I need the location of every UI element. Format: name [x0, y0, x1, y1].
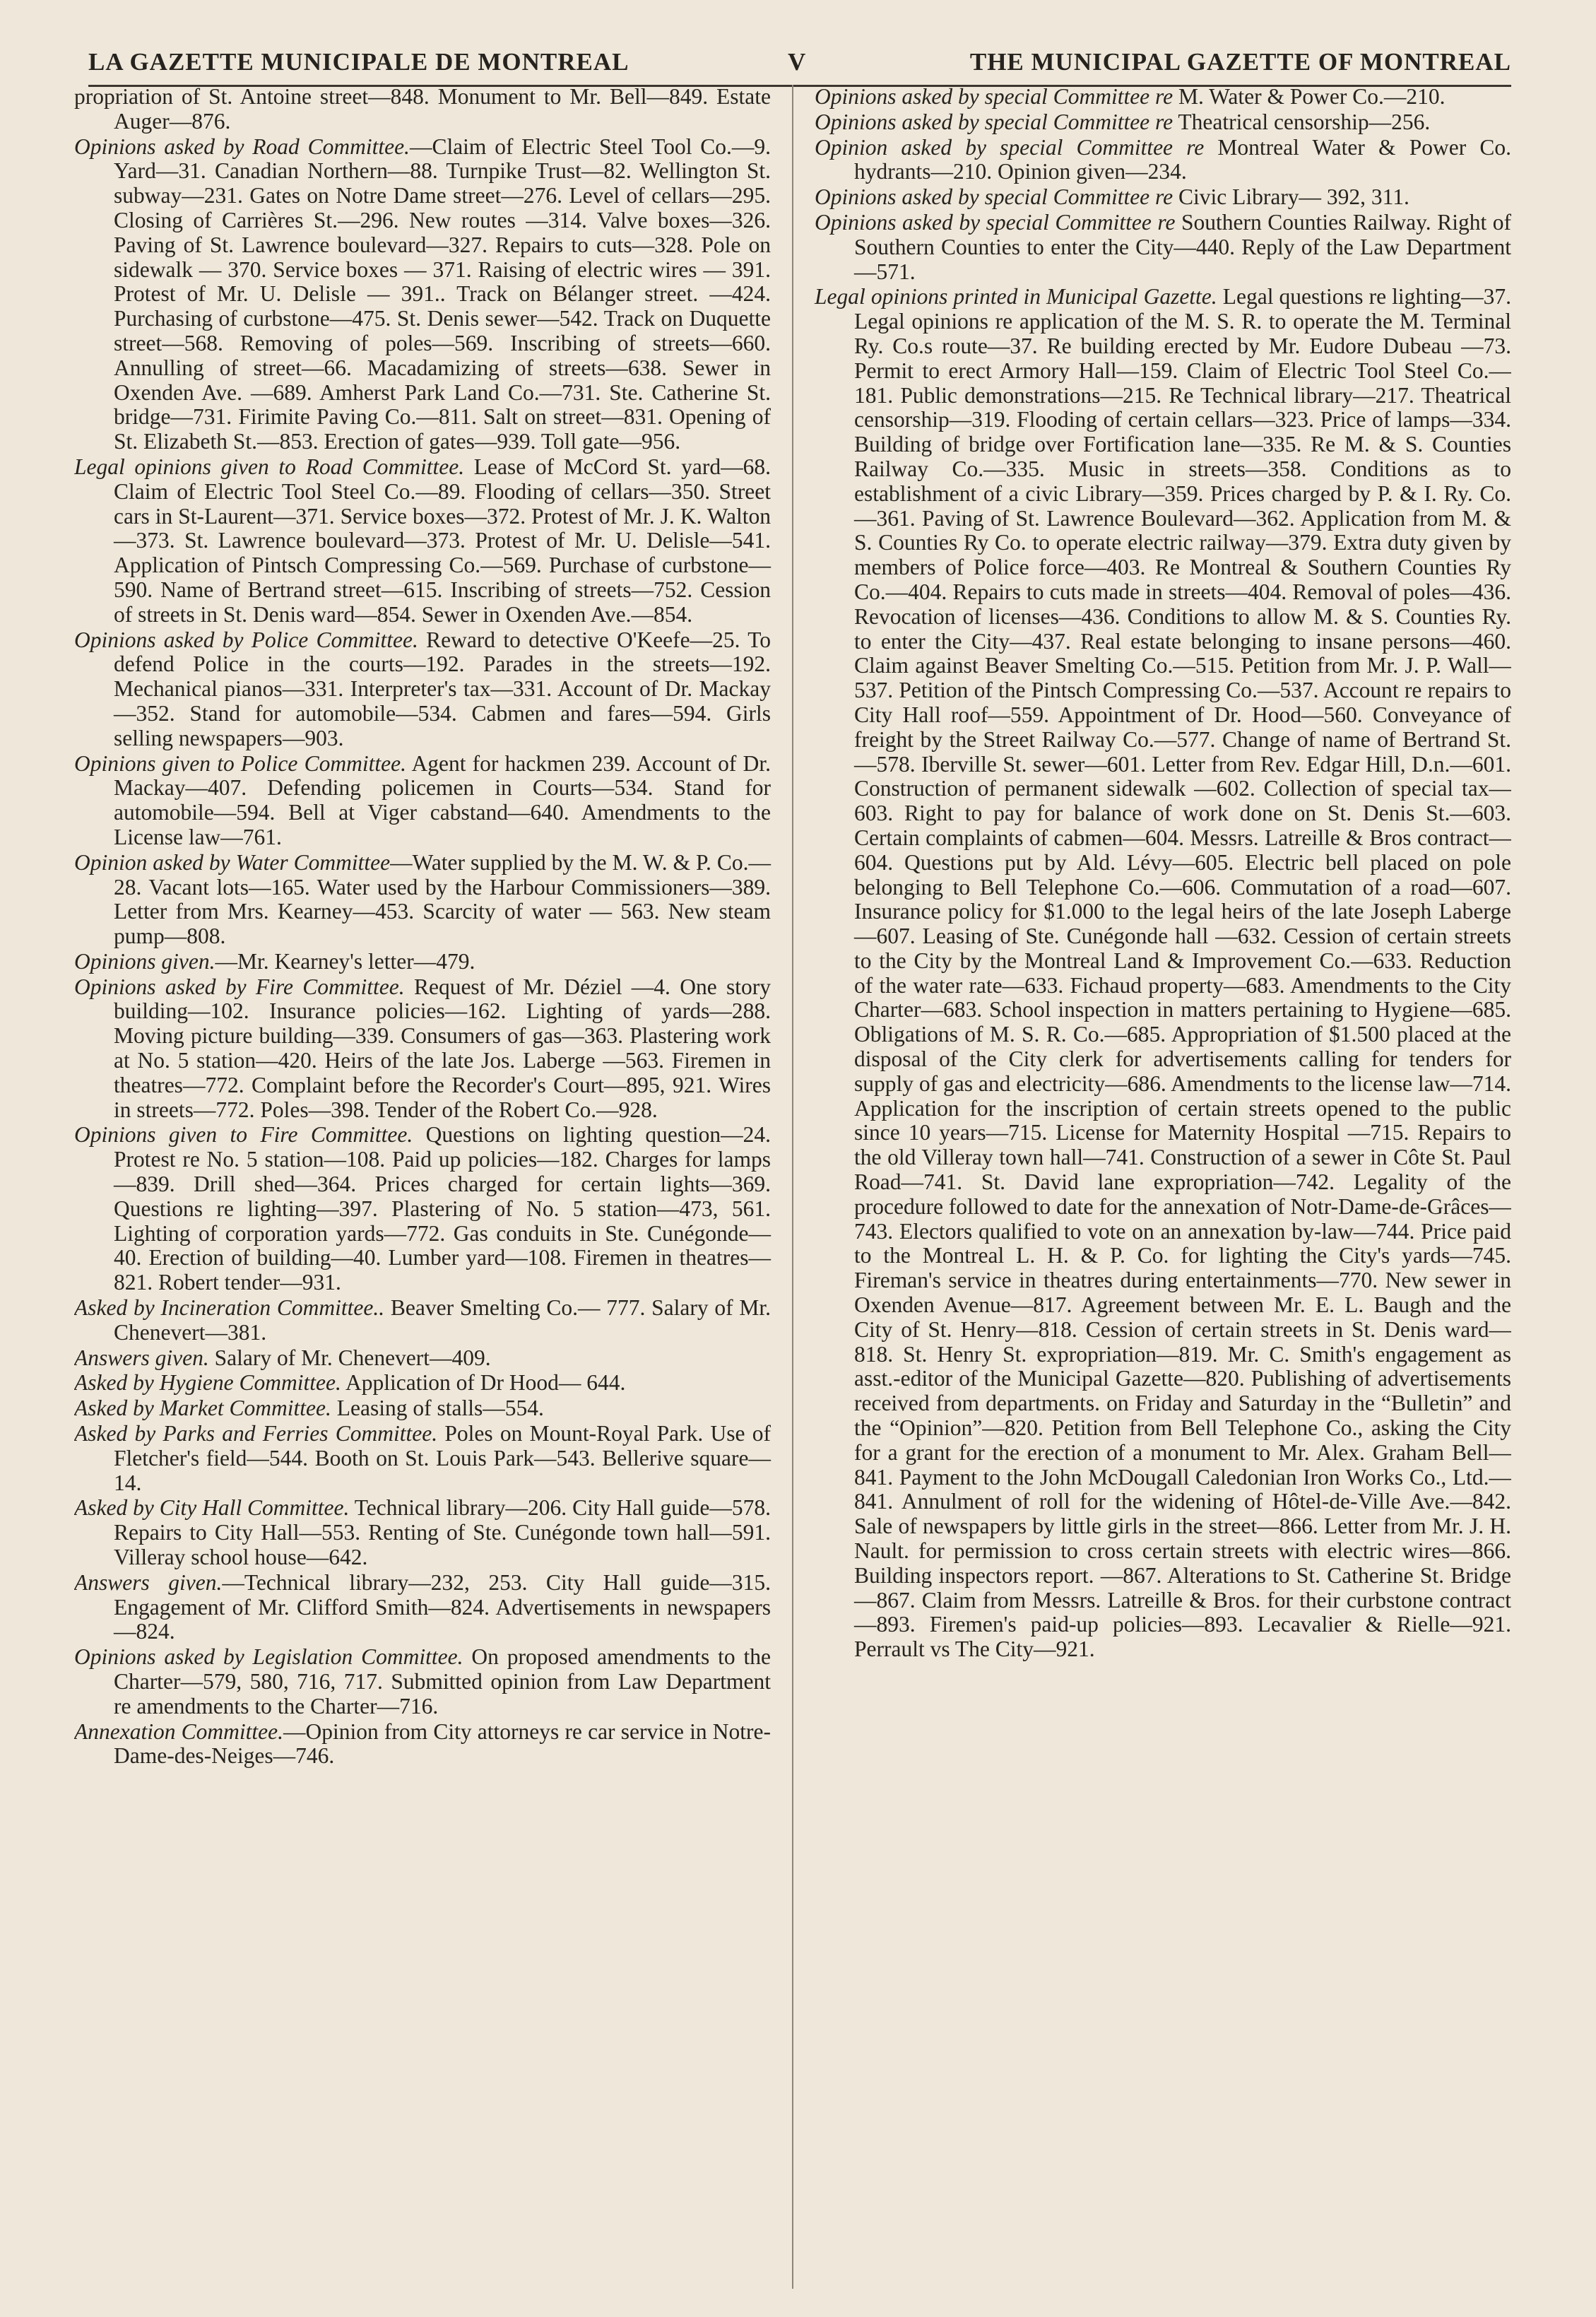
entry-heading: Answers given.	[74, 1345, 209, 1370]
index-entry	[74, 1346, 771, 1371]
header-page-numeral: V	[788, 48, 807, 76]
entry-text: Salary of Mr. Chenevert—409.	[208, 1345, 491, 1370]
page-header	[74, 21, 1511, 76]
entry-text: Request of Mr. Déziel —4. One story building—102. Insurance policies—162. Lighting of yards—288. Moving picture building—339. Consumers of gas—363. Plastering work at No. 5 station—420. Heirs of the late Jos. Laberge —563. Firemen in theatres—772. Complaint before the Recorder's Court—895, 921. Wires in streets—772. Poles—398. Tender of the Robert Co.—928.	[114, 974, 771, 1122]
entry-text: —Opinion from City attorneys re car service in Notre-Dame-des-Neiges—746.	[114, 1718, 771, 1769]
index-entry	[815, 185, 1511, 210]
index-entry	[74, 1645, 771, 1718]
index-entry	[74, 1123, 771, 1295]
right-column	[792, 85, 1511, 2289]
entry-text: Questions on lighting question—24. Protest re No. 5 station—108. Paid up policies—182. Charges for lamps—839. Drill shed—364. Prices charged for certain lights—369. Questions re lighting—397. Plastering of No. 5 station—473, 561. Lighting of corporation yards—772. Gas conduits in Ste. Cunégonde—40. Erection of building—40. Lumber yard—108. Firemen in theatres—821. Robert tender—931.	[114, 1122, 772, 1295]
index-entry	[74, 1720, 771, 1769]
index-entry	[815, 110, 1511, 135]
index-entry	[74, 752, 771, 850]
index-entry	[74, 1422, 771, 1495]
index-entry	[815, 285, 1511, 1662]
entry-text: Theatrical censorship—256.	[1173, 109, 1431, 134]
entry-heading: Opinions asked by Fire Committee.	[74, 974, 405, 999]
entry-text: Civic Library— 392, 311.	[1173, 184, 1409, 210]
entry-heading: Answers given.	[74, 1569, 223, 1595]
index-entry	[74, 1296, 771, 1345]
entry-text: Southern Counties Railway. Right of Southern Counties to enter the City—440. Reply of the Law Department—571.	[854, 209, 1511, 284]
entry-text: —Technical library—232, 253. City Hall guide—315. Engagement of Mr. Clifford Smith—824. Advertisements in newspapers—824.	[114, 1569, 771, 1644]
index-entry	[74, 1496, 771, 1569]
entry-text: propriation of St. Antoine street—848. Monument to Mr. Bell—849. Estate Auger—876.	[74, 85, 771, 134]
entry-heading: Opinions asked by Legislation Committee.	[74, 1644, 463, 1670]
entry-heading: Asked by Market Committee.	[74, 1396, 331, 1421]
entry-text: Agent for hackmen 239. Account of Dr. Mackay—407. Defending policemen in Courts—534. Stand for automobile—594. Bell at Viger cabstand—640. Amendments to the License law—761.	[114, 750, 771, 849]
left-column	[74, 85, 792, 2289]
entry-text: Application of Dr Hood— 644.	[341, 1370, 626, 1396]
index-entry	[74, 455, 771, 627]
entry-text: Legal questions re lighting—37. Legal opinions re application of the M. S. R. to operate the M. Terminal Ry. Co.s route—37. Re building erected by Mr. Eudore Dubeau —73. Permit to erect Armory Hall—159. Claim of Electric Tool Steel Co.—181. Public demonstrations—215. Re Technical library—217. Theatrical censorship—319. Flooding of certain cellars—323. Price of lamps—334. Building of bridge over Fortification lane—335. Re M. & S. Counties Railway Co.—335. Music in streets—358. Conditions as to establishment of a civic Library—359. Prices charged by P. & I. Ry. Co.—361. Paving of St. Lawrence Boulevard—362. Application from M. & S. Counties Ry Co. to operate electric railway—379. Extra duty given by members of Police force—403. Re Montreal & Southern Counties Ry Co.—404. Repairs to cuts made in streets—404. Removal of poles—436. Revocation of licenses—436. Conditions to allow M. & S. Counties Ry. to enter the City—437. Real estate belonging to insane persons—460. Claim against Beaver Smelting Co.—515. Petition from Mr. J. P. Wall—537. Petition of the Pintsch Compressing Co.—537. Account re repairs to City Hall roof—559. Appointment of Dr. Hood—560. Conveyance of freight by the Street Railway Co.—577. Change of name of Bertrand St.—578. Iberville St. sewer—601. Letter from Rev. Edgar Hill, D.n.—601. Construction of permanent sidewalk —602. Collection of special tax—603. Right to pay for balance of work done on St. Denis St.—603. Certain complaints of cabmen—604. Messrs. Latreille & Bros contract—604. Questions put by Ald. Lévy—605. Electric bell placed on pole belonging to Bell Telephone Co.—606. Commutation of a road—607. Insurance policy for $1.000 to the legal heirs of the late Joseph Laberge—607. Leasing of Ste. Cunégonde hall —632. Cession of certain streets to the City by the Montreal Land & Improvement Co.—633. Reduction of the water rate—633. Fichaud property—683. Amendments to the City Charter—683. School inspection in matters pertaining to Hygiene—685. Obligations of M. S. R. Co.—685. Appropriation of $1.500 placed at the disposal of the City clerk for advertisements calling for tenders for supply of gas and electricity—686. Amendments to the license law—714. Application for the inscription of certain streets opened to the public since 10 years—715. License for Maternity Hospital —715. Repairs to the old Villeray town hall—741. Construction of a sewer in Côte St. Paul Road—741. St. David lane expropriation—742. Legality of the procedure followed to date for the annexation of Notr-Dame-de-Grâces—743. Electors qualified to vote on an annexation by-law—744. Price paid to the Montreal L. H. & P. Co. for lighting the City's yards—745. Fireman's service in theatres during entertainments—770. New sewer in Oxenden Avenue—817. Agreement between Mr. E. L. Baugh and the City of St. Henry—818. Cession of certain streets in St. Denis ward—818. St. Henry St. expropriation—819. Mr. C. Smith's engagement as asst.-editor of the Municipal Gazette—820. Publishing of advertisements received from departments. on Friday and Saturday in the “Bulletin” and the “Opinion”—820. Petition from Bell Telephone Co., asking the City for a grant for the erection of a monument to Mr. Alex. Graham Bell—841. Payment to the John McDougall Caledonian Iron Works Co., Ltd.—841. Annulment of roll for the widening of Hôtel-de-Ville Ave.—842. Sale of newspapers by little girls in the street—866. Letter from Mr. J. H. Nault. for permission to cross certain streets with electric wires—866. Building inspectors report. —867. Alterations to St. Catherine St. Bridge—867. Claim from Messrs. Latreille & Bros. for their curbstone contract—893. Firemen's paid-up policies—893. Lecavalier & Rielle—921. Perrault vs The City—921.	[854, 284, 1511, 1662]
entry-text: Reward to detective O'Keefe—25. To defend Police in the courts—192. Parades in the streets—192. Mechanical pianos—331. Interpreter's tax—331. Account of Dr. Mackay—352. Stand for automobile—534. Cabmen and fares—594. Girls selling newspapers—903.	[114, 627, 771, 750]
entry-text: —Claim of Electric Steel Tool Co.—9. Yard—31. Canadian Northern—88. Turnpike Trust—82. Wellington St. subway—231. Gates on Notre Dame street—276. Level of cellars—295. Closing of Carrières St.—296. New routes —314. Valve boxes—326. Paving of St. Lawrence boulevard—327. Repairs to cuts—328. Pole on sidewalk — 370. Service boxes — 371. Raising of electric wires — 391. Protest of Mr. U. Delisle — 391.. Track on Bélanger street. —424. Purchasing of curbstone—475. St. Denis sewer—542. Track on Duquette street—568. Removing of poles—569. Inscribing of streets—660. Annulling of street—66. Macadamizing of streets—638. Sewer in Oxenden Ave. —689. Amherst Park Land Co.—731. Ste. Catherine St. bridge—731. Firimite Paving Co.—811. Salt on street—831. Opening of St. Elizabeth St.—853. Erection of gates—939. Toll gate—956.	[114, 134, 771, 454]
entry-heading: Opinions given to Fire Committee.	[74, 1122, 413, 1148]
index-entry	[815, 136, 1511, 185]
header-french-title: LA GAZETTE MUNICIPALE DE MONTREAL	[88, 48, 629, 76]
index-entry	[74, 851, 771, 949]
entry-heading: Asked by Hygiene Committee.	[74, 1370, 341, 1396]
header-english-title: THE MUNICIPAL GAZETTE OF MONTREAL	[969, 48, 1511, 76]
index-entry	[74, 1371, 771, 1396]
entry-text: Leasing of stalls—554.	[331, 1396, 544, 1421]
entry-heading: Opinions given.	[74, 948, 215, 974]
entry-heading: Legal opinions given to Road Committee.	[74, 454, 465, 479]
entry-heading: Asked by City Hall Committee.	[74, 1495, 350, 1521]
entry-text: On proposed amendments to the Charter—579, 580, 716, 717. Submitted opinion from Law Department re amendments to the Charter—716.	[114, 1644, 772, 1718]
entry-heading: Opinions asked by special Committee re	[815, 85, 1174, 109]
index-entry	[74, 135, 771, 454]
index-entry	[74, 1396, 771, 1421]
entry-text: M. Water & Power Co.—210.	[1173, 85, 1446, 109]
entry-text: Beaver Smelting Co.— 777. Salary of Mr. Chenevert—381.	[114, 1295, 771, 1345]
index-entry	[74, 628, 771, 751]
index-entry	[815, 211, 1511, 284]
entry-heading: Opinions asked by Road Committee.	[74, 134, 410, 159]
entry-text: —Mr. Kearney's letter—479.	[215, 948, 475, 974]
entry-heading: Opinions asked by special Committee re	[815, 209, 1176, 235]
entry-heading: Opinions asked by special Committee re	[815, 184, 1174, 210]
index-entry	[74, 85, 771, 134]
entry-text: Lease of McCord St. yard—68. Claim of Electric Tool Steel Co.—89. Flooding of cellars—350. Street cars in St-Laurent—371. Service boxes—372. Protest of Mr. J. K. Walton —373. St. Lawrence boulevard—373. Protest of Mr. U. Delisle—541. Application of Pintsch Compressing Co.—569. Purchase of curbstone—590. Name of Bertrand street—615. Inscribing of streets—752. Cession of streets in St. Denis ward—854. Sewer in Oxenden Ave.—854.	[114, 454, 771, 627]
index-columns	[74, 85, 1511, 2289]
index-entry	[74, 975, 771, 1123]
entry-heading: Asked by Incineration Committee..	[74, 1295, 385, 1321]
entry-heading: Legal opinions printed in Municipal Gazette.	[815, 284, 1217, 309]
entry-heading: Opinions asked by special Committee re	[815, 109, 1174, 134]
entry-heading: Asked by Parks and Ferries Committee.	[74, 1421, 438, 1446]
entry-text: Technical library—206. City Hall guide—578. Repairs to City Hall—553. Renting of Ste. Cunégonde town hall—591. Villeray school house—642.	[114, 1495, 771, 1570]
entry-heading: Opinions given to Police Committee.	[74, 750, 406, 776]
entry-text: Montreal Water & Power Co. hydrants—210. Opinion given—234.	[854, 134, 1511, 184]
index-entry	[74, 1571, 771, 1644]
entry-heading: Annexation Committee.	[74, 1718, 283, 1744]
entry-heading: Opinion asked by special Committee re	[815, 134, 1205, 160]
entry-text: Poles on Mount-Royal Park. Use of Fletcher's field—544. Booth on St. Louis Park—543. Bellerive square—14.	[114, 1421, 771, 1495]
entry-heading: Opinions asked by Police Committee.	[74, 627, 418, 652]
index-entry	[815, 85, 1511, 110]
index-entry	[74, 950, 771, 974]
entry-text: —Water supplied by the M. W. & P. Co.—28. Vacant lots—165. Water used by the Harbour Commissioners—389. Letter from Mrs. Kearney—453. Scarcity of water — 563. New steam pump—808.	[114, 849, 771, 949]
entry-heading: Opinion asked by Water Committee	[74, 849, 391, 875]
